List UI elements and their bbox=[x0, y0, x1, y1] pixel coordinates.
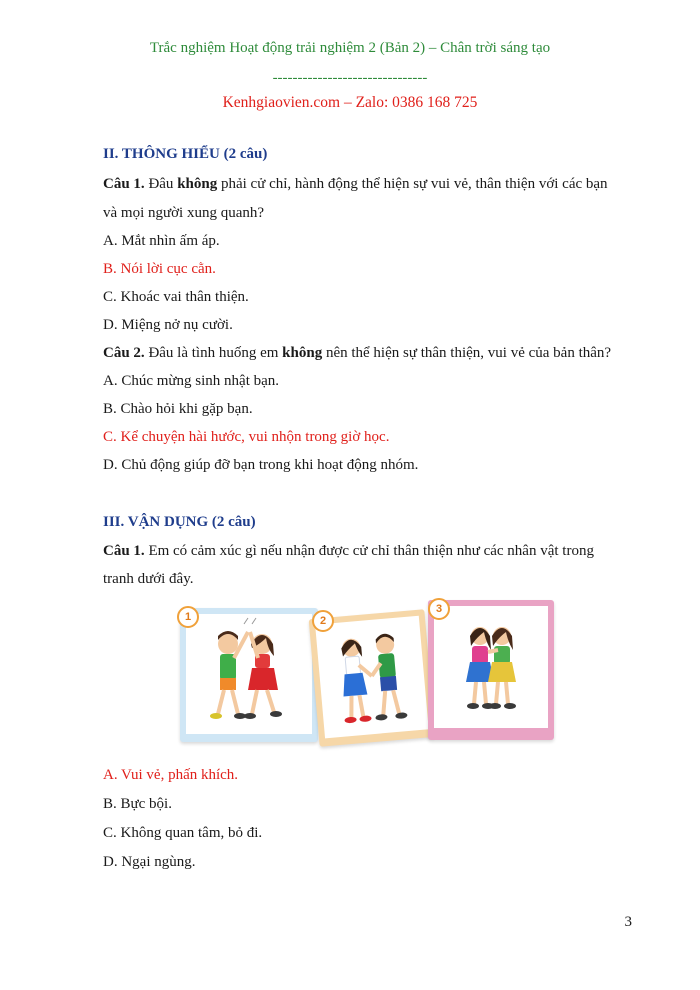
q2-option-c-answer: C. Kể chuyện hài hước, vui nhộn trong giờ học. bbox=[103, 429, 390, 445]
question-text-pre: Đâu là tình huống em bbox=[144, 345, 283, 361]
question-label: Câu 1. bbox=[103, 176, 145, 192]
q2-option-a: A. Chúc mừng sinh nhật bạn. bbox=[103, 373, 280, 389]
q2-option-b: B. Chào hỏi khi gặp bạn. bbox=[103, 401, 253, 417]
section-heading-understanding: II. THÔNG HIỂU (2 câu) bbox=[103, 146, 268, 162]
section-heading-application: III. VẬN DỤNG (2 câu) bbox=[103, 514, 256, 530]
question-text-post: phải cử chỉ, hành động thể hiện sự vui vẻ, thân thiện với các bạn bbox=[217, 176, 608, 192]
panel-number-1: 1 bbox=[177, 606, 199, 628]
question-2-text bbox=[103, 345, 611, 362]
q3-option-d: D. Ngại ngùng. bbox=[103, 854, 196, 870]
q2-option-d: D. Chủ động giúp đỡ bạn trong khi hoạt động nhóm. bbox=[103, 457, 419, 473]
picture-panel-3 bbox=[428, 600, 554, 740]
question-label: Câu 2. bbox=[103, 345, 145, 361]
panel-number-2: 2 bbox=[312, 610, 334, 632]
question-3-text-line2: tranh dưới đây. bbox=[103, 571, 194, 587]
header-title: Trắc nghiệm Hoạt động trải nghiệm 2 (Bản 2) – Chân trời sáng tạo bbox=[149, 40, 551, 56]
question-label: Câu 1. bbox=[103, 543, 145, 559]
question-1-text bbox=[103, 176, 608, 193]
question-emphasis: không bbox=[282, 345, 323, 361]
children-hugging-illustration bbox=[434, 606, 548, 728]
header-site: Kenhgiaovien.com – Zalo: 0386 168 725 bbox=[222, 94, 478, 111]
question-text: Em có cảm xúc gì nếu nhận được cử chỉ thân thiện như các nhân vật trong bbox=[144, 543, 594, 559]
q3-option-a-answer: A. Vui vẻ, phấn khích. bbox=[103, 767, 239, 783]
picture-panel-1 bbox=[180, 608, 318, 742]
question-emphasis: không bbox=[177, 176, 218, 192]
question-text-pre: Đâu bbox=[144, 176, 178, 192]
children-high-five-illustration bbox=[186, 614, 312, 734]
q1-option-a: A. Mắt nhìn ấm áp. bbox=[103, 233, 220, 249]
q1-option-c: C. Khoác vai thân thiện. bbox=[103, 289, 249, 305]
question-3-text bbox=[103, 543, 594, 560]
question-text-post: nên thể hiện sự thân thiện, vui vẻ của bản thân? bbox=[322, 345, 612, 361]
header-divider: ------------------------------- bbox=[272, 70, 428, 86]
panel-number-3: 3 bbox=[428, 598, 450, 620]
q3-option-c: C. Không quan tâm, bỏ đi. bbox=[103, 825, 263, 841]
q1-option-d: D. Miệng nở nụ cười. bbox=[103, 317, 233, 333]
illustration-friends bbox=[176, 598, 556, 746]
children-handshake-illustration bbox=[315, 616, 429, 739]
question-1-text-line2: và mọi người xung quanh? bbox=[103, 205, 265, 221]
q3-option-b: B. Bực bội. bbox=[103, 796, 172, 812]
page-number: 3 bbox=[624, 914, 632, 930]
q1-option-b-answer: B. Nói lời cục cằn. bbox=[103, 261, 216, 277]
